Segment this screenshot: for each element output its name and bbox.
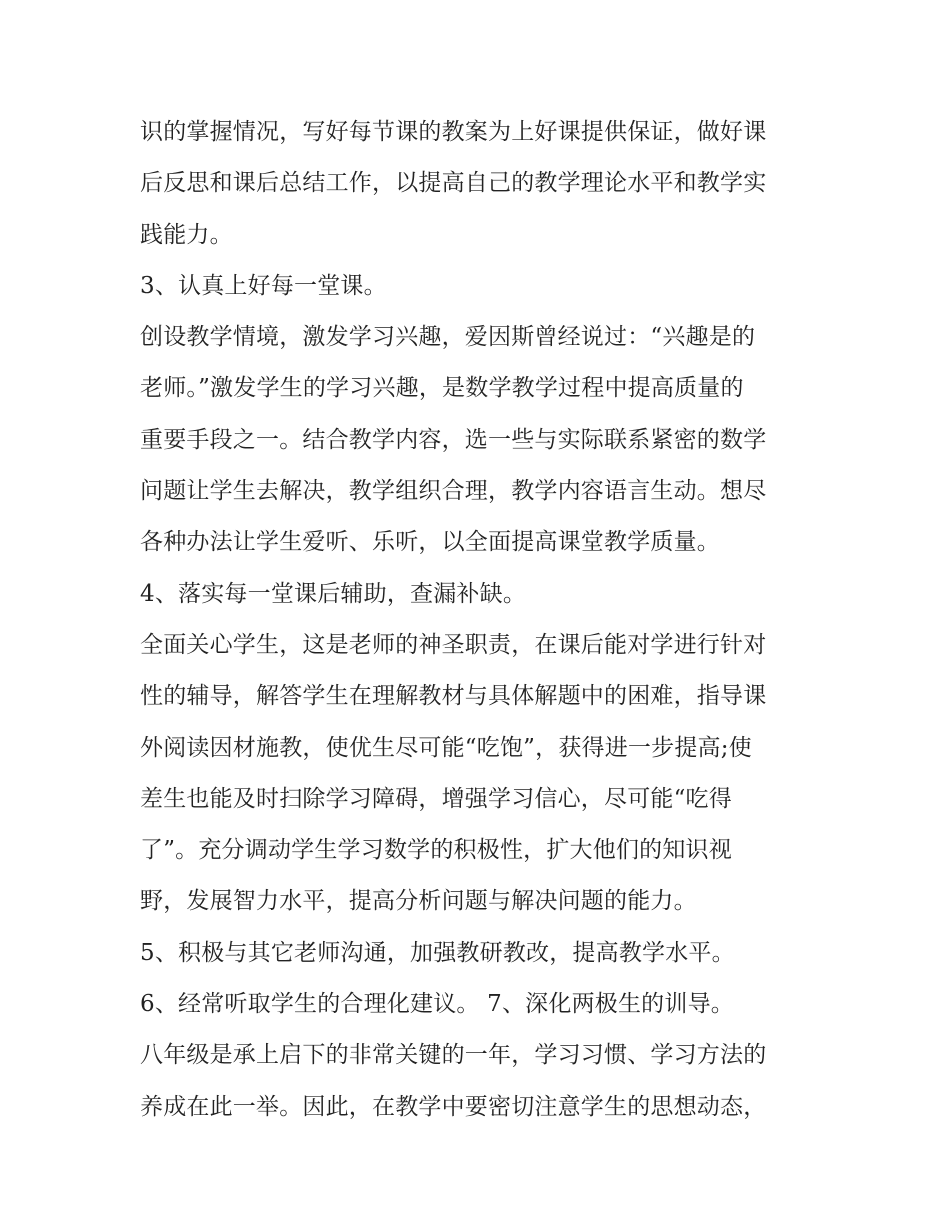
text-line: 各种办法让学生爱听、乐听，以全面提高课堂教学质量。	[140, 529, 720, 556]
text-line: 后反思和课后总结工作，以提高自己的教学理论水平和教学实	[140, 170, 767, 197]
section-heading: 6、经常听取学生的合理化建议。 7、深化两极生的训导。	[140, 991, 734, 1018]
text-line: 差生也能及时扫除学习障碍，增强学习信心，尽可能“吃得	[140, 785, 732, 812]
document-body	[140, 107, 840, 1133]
text-line: 养成在此一举。因此，在教学中要密切注意学生的思想动态，	[140, 1093, 767, 1120]
text-line: 野，发展智力水平，提高分析问题与解决问题的能力。	[140, 888, 697, 915]
text-line: 全面关心学生，这是老师的神圣职责，在课后能对学进行针对	[140, 631, 767, 658]
section-heading: 5、积极与其它老师沟通，加强教研教改，提高教学水平。	[140, 939, 735, 966]
text-line: 践能力。	[140, 221, 233, 248]
text-line: 重要手段之一。结合教学内容，选一些与实际联系紧密的数学	[140, 426, 767, 453]
text-line: 外阅读因材施教，使优生尽可能“吃饱”，获得进一步提高;使	[140, 734, 752, 761]
text-line: 了”。充分调动学生学习数学的积极性，扩大他们的知识视	[140, 837, 732, 864]
text-line: 创设教学情境，激发学习兴趣，爱因斯曾经说过：“兴趣是的	[140, 324, 756, 351]
section-heading: 3、认真上好每一堂课。	[140, 272, 387, 299]
text-line: 八年级是承上启下的非常关键的一年，学习习惯、学习方法的	[140, 1042, 767, 1069]
text-line: 老师。”激发学生的学习兴趣，是数学教学过程中提高质量的	[140, 375, 744, 402]
text-line: 识的掌握情况，写好每节课的教案为上好课提供保证，做好课	[140, 119, 767, 145]
text-line: 问题让学生去解决，教学组织合理，教学内容语言生动。想尽	[140, 478, 767, 505]
section-heading: 4、落实每一堂课后辅助，查漏补缺。	[140, 580, 527, 607]
text-line: 性的辅导，解答学生在理解教材与具体解题中的困难，指导课	[140, 683, 767, 710]
